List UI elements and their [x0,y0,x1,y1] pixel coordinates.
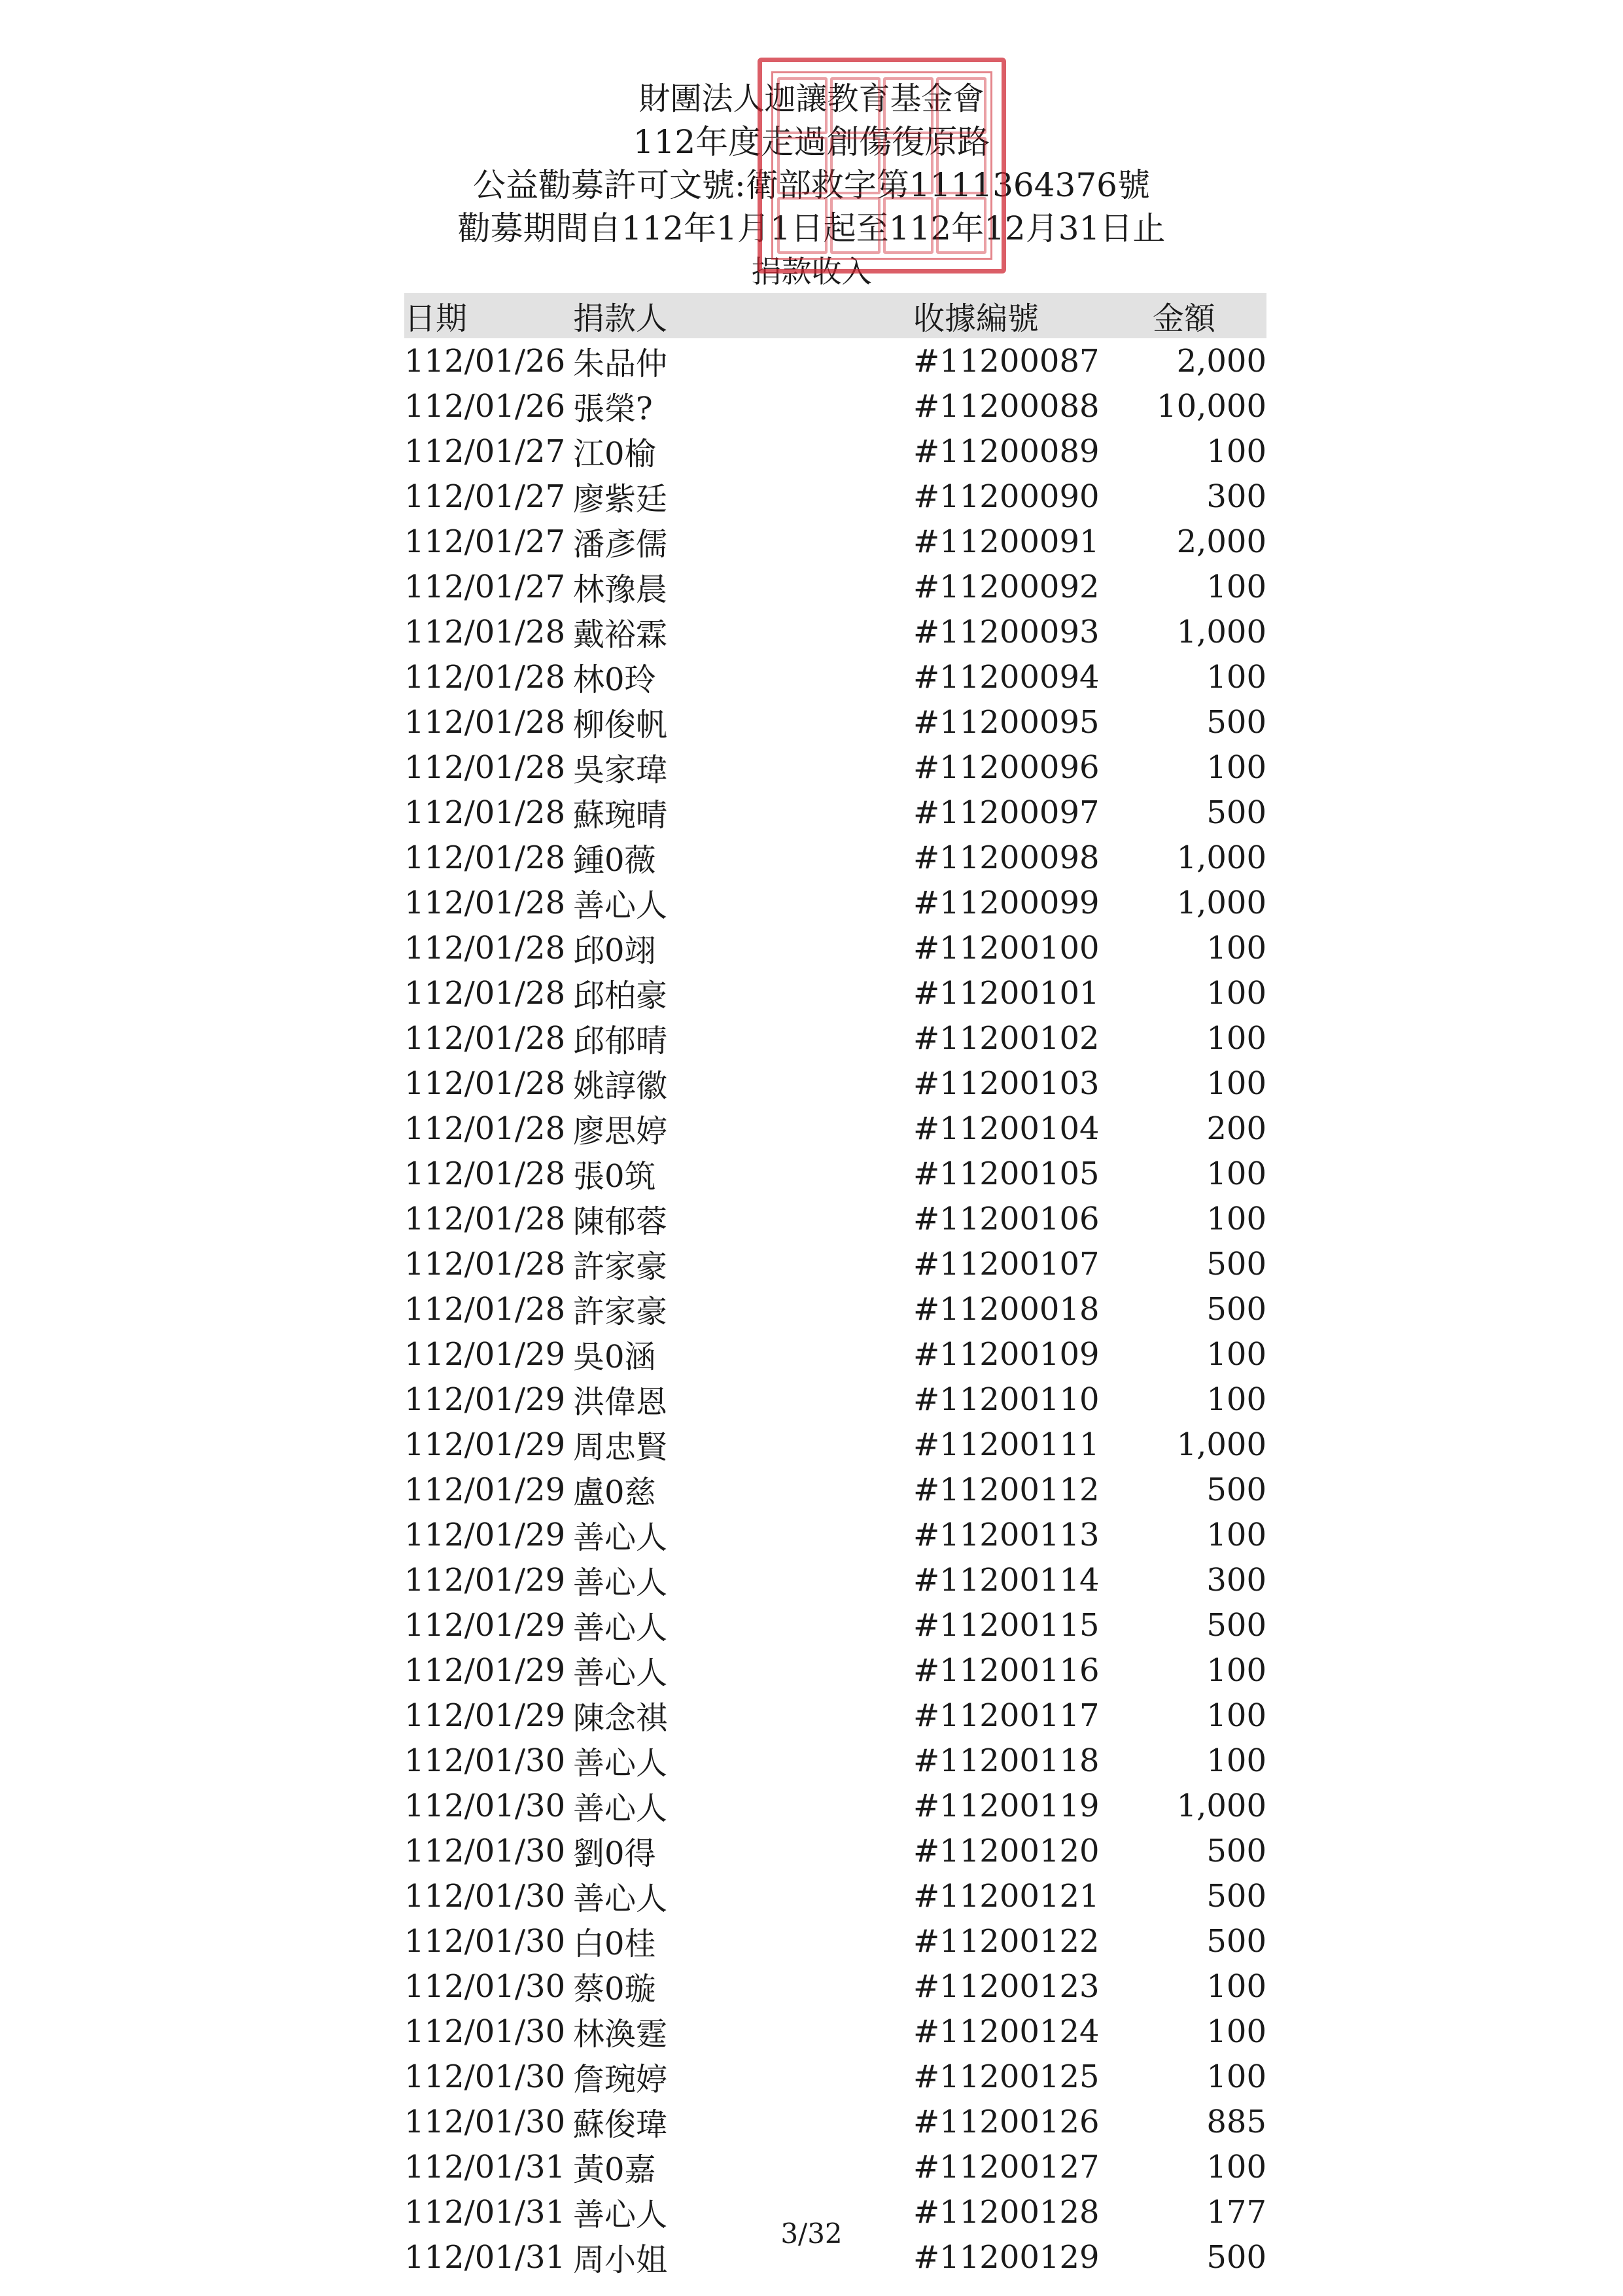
donation-amount: 200 [1206,1110,1266,1147]
donor-name: 許家豪 [573,1248,668,1285]
donor-name: 善心人 [573,1610,668,1646]
table-row [404,564,1266,609]
table-row [404,519,1266,564]
table-row [404,1602,1266,1648]
donation-date: 112/01/29 [404,1335,566,1373]
donation-date: 112/01/29 [404,1606,566,1644]
donation-date: 112/01/29 [404,1697,566,1734]
donation-date: 112/01/28 [404,1245,566,1282]
table-row [404,338,1266,383]
receipt-number: #11200100 [913,929,1100,966]
table-row [404,1648,1266,1693]
donation-date: 112/01/31 [404,2238,566,2276]
table-row [404,654,1266,699]
receipt-number: #11200018 [913,1290,1100,1328]
donor-name: 張0筑 [573,1158,656,1195]
table-row [404,1512,1266,1557]
donor-name: 柳俊帆 [573,707,668,743]
donation-date: 112/01/26 [404,342,566,380]
table-row [404,1241,1266,1286]
table-row [404,835,1266,880]
donation-amount: 1,000 [1176,839,1266,876]
donation-date: 112/01/28 [404,974,566,1012]
table-row [404,1557,1266,1602]
receipt-number: #11200117 [913,1697,1100,1734]
receipt-number: #11200128 [913,2193,1100,2231]
donor-name: 白0桂 [573,1926,656,1962]
table-row [404,2144,1266,2189]
donation-amount: 500 [1206,1922,1266,1960]
donor-name: 善心人 [573,1745,668,1782]
donor-name: 鍾0薇 [573,842,656,879]
donation-date: 112/01/28 [404,1200,566,1237]
table-row [404,383,1266,429]
receipt-number: #11200096 [913,749,1100,786]
receipt-number: #11200122 [913,1922,1100,1960]
donation-amount: 300 [1206,1561,1266,1598]
table-row [404,745,1266,790]
donor-name: 善心人 [573,1519,668,1556]
receipt-number: #11200121 [913,1877,1100,1915]
donation-date: 112/01/28 [404,1290,566,1328]
table-row [404,609,1266,654]
donation-amount: 100 [1206,1742,1266,1779]
table-row [404,790,1266,835]
donor-name: 善心人 [573,887,668,924]
donation-date: 112/01/30 [404,2103,566,2140]
donation-date: 112/01/30 [404,1922,566,1960]
table-row [404,880,1266,925]
donor-name: 善心人 [573,1881,668,1917]
receipt-number: #11200115 [913,1606,1100,1644]
donation-date: 112/01/30 [404,1968,566,2005]
donation-amount: 100 [1206,2148,1266,2185]
receipt-number: #11200113 [913,1516,1100,1553]
table-row [404,1196,1266,1241]
donation-amount: 500 [1206,1832,1266,1869]
donation-date: 112/01/31 [404,2193,566,2231]
donation-date: 112/01/29 [404,1516,566,1553]
donation-amount: 100 [1206,1200,1266,1237]
donor-name: 張榮? [573,391,653,427]
donation-date: 112/01/27 [404,568,566,605]
donation-amount: 1,000 [1176,613,1266,650]
donation-date: 112/01/27 [404,478,566,515]
donation-amount: 100 [1206,1651,1266,1689]
donation-amount: 2,000 [1176,523,1266,560]
donation-amount: 100 [1206,658,1266,696]
table-header-row [404,293,1266,338]
receipt-number: #11200090 [913,478,1100,515]
donor-name: 陳念祺 [573,1700,668,1737]
table-row [404,1693,1266,1738]
donation-amount: 100 [1206,1381,1266,1418]
donation-amount: 177 [1206,2193,1266,2231]
receipt-number: #11200098 [913,839,1100,876]
donation-amount: 100 [1206,749,1266,786]
donation-date: 112/01/28 [404,1155,566,1192]
donation-amount: 100 [1206,1516,1266,1553]
donation-date: 112/01/30 [404,2013,566,2050]
donor-name: 蔡0璇 [573,1971,656,2007]
donor-name: 林渙霆 [573,2016,668,2053]
table-body [404,338,1266,2280]
donor-name: 善心人 [573,1564,668,1601]
donation-amount: 100 [1206,1155,1266,1192]
receipt-number: #11200107 [913,1245,1100,1282]
column-header-amount: 金額 [1153,300,1216,337]
receipt-number: #11200095 [913,703,1100,741]
receipt-number: #11200088 [913,387,1100,425]
receipt-number: #11200120 [913,1832,1100,1869]
donation-amount: 100 [1206,974,1266,1012]
table-row [404,1016,1266,1061]
table-row [404,474,1266,519]
donor-name: 林豫晨 [573,571,668,608]
table-row [404,1106,1266,1151]
donation-amount: 500 [1206,2238,1266,2276]
donor-name: 戴裕霖 [573,616,668,653]
donor-name: 盧0慈 [573,1474,656,1511]
donation-date: 112/01/30 [404,2058,566,2095]
donor-name: 善心人 [573,1790,668,1827]
donation-amount: 500 [1206,1245,1266,1282]
donation-date: 112/01/28 [404,613,566,650]
donation-amount: 885 [1206,2103,1266,2140]
donor-name: 劉0得 [573,1835,656,1872]
donation-date: 112/01/28 [404,929,566,966]
donor-name: 潘彥儒 [573,526,668,563]
campaign-title: 112年度走過創傷復原路 [633,123,990,161]
receipt-number: #11200111 [913,1426,1100,1463]
receipt-number: #11200119 [913,1787,1100,1824]
receipt-number: #11200126 [913,2103,1100,2140]
table-row [404,1873,1266,1918]
donor-name: 蘇俊瑋 [573,2106,668,2143]
table-row [404,1061,1266,1106]
donor-name: 周忠賢 [573,1429,668,1466]
donation-amount: 500 [1206,1290,1266,1328]
donation-amount: 1,000 [1176,1426,1266,1463]
donor-name: 林0玲 [573,662,656,698]
donation-date: 112/01/28 [404,794,566,831]
fundraising-period: 勸募期間自112年1月1日起至112年12月31日止 [457,209,1166,247]
donation-amount: 100 [1206,2058,1266,2095]
table-row [404,1422,1266,1467]
donation-amount: 1,000 [1176,1787,1266,1824]
donation-date: 112/01/30 [404,1832,566,1869]
receipt-number: #11200109 [913,1335,1100,1373]
receipt-number: #11200105 [913,1155,1100,1192]
receipt-number: #11200099 [913,884,1100,921]
receipt-number: #11200089 [913,433,1100,470]
receipt-number: #11200101 [913,974,1100,1012]
foundation-name: 財團法人迦讓教育基金會 [638,80,985,117]
donor-name: 姚諄徽 [573,1068,668,1104]
table-row [404,1377,1266,1422]
donor-name: 善心人 [573,2197,668,2233]
donation-date: 112/01/28 [404,884,566,921]
receipt-number: #11200091 [913,523,1100,560]
donation-date: 112/01/31 [404,2148,566,2185]
receipt-number: #11200097 [913,794,1100,831]
section-title: 捐款收入 [751,254,872,289]
donation-date: 112/01/28 [404,1019,566,1057]
donor-name: 許家豪 [573,1294,668,1330]
donation-date: 112/01/28 [404,749,566,786]
donation-date: 112/01/28 [404,1110,566,1147]
donor-name: 洪偉恩 [573,1384,668,1421]
donor-name: 黃0嘉 [573,2151,656,2188]
receipt-number: #11200106 [913,1200,1100,1237]
donor-name: 江0榆 [573,436,656,472]
column-header-receipt: 收據編號 [913,300,1039,337]
document-header [0,77,1623,293]
table-row [404,1964,1266,2009]
table-row [404,925,1266,970]
receipt-number: #11200102 [913,1019,1100,1057]
donation-date: 112/01/30 [404,1877,566,1915]
donation-table [404,293,1266,2280]
receipt-number: #11200104 [913,1110,1100,1147]
receipt-number: #11200123 [913,1968,1100,2005]
receipt-number: #11200092 [913,568,1100,605]
receipt-number: #11200093 [913,613,1100,650]
donation-date: 112/01/29 [404,1651,566,1689]
donation-date: 112/01/28 [404,1065,566,1102]
donor-name: 陳郁蓉 [573,1203,668,1240]
receipt-number: #11200114 [913,1561,1100,1598]
donation-amount: 100 [1206,1335,1266,1373]
donation-date: 112/01/26 [404,387,566,425]
donation-amount: 100 [1206,1019,1266,1057]
donor-name: 廖思婷 [573,1113,668,1150]
donor-name: 邱0翊 [573,932,656,969]
page-number: 3/32 [780,2217,843,2250]
table-row [404,1828,1266,1873]
donation-amount: 100 [1206,1968,1266,2005]
table-row [404,1286,1266,1332]
donation-date: 112/01/27 [404,523,566,560]
donor-name: 善心人 [573,1655,668,1691]
table-row [404,2054,1266,2099]
table-row [404,970,1266,1016]
donation-date: 112/01/30 [404,1787,566,1824]
donation-amount: 10,000 [1157,387,1266,425]
receipt-number: #11200103 [913,1065,1100,1102]
table-row [404,2099,1266,2144]
table-row [404,2009,1266,2054]
donation-date: 112/01/28 [404,839,566,876]
donation-date: 112/01/27 [404,433,566,470]
donor-name: 邱郁晴 [573,1023,668,1059]
donation-amount: 100 [1206,1065,1266,1102]
donation-amount: 100 [1206,433,1266,470]
donor-name: 周小姐 [573,2242,668,2278]
donation-amount: 500 [1206,1471,1266,1508]
donation-date: 112/01/29 [404,1471,566,1508]
table-row [404,699,1266,745]
donor-name: 朱品仲 [573,345,668,382]
donor-name: 邱柏豪 [573,978,668,1014]
permit-number: 公益勸募許可文號:衛部救字第1111364376號 [473,166,1150,204]
column-header-donor: 捐款人 [573,300,668,337]
receipt-number: #11200110 [913,1381,1100,1418]
table-row [404,1738,1266,1783]
donor-name: 吳0涵 [573,1339,656,1375]
donation-amount: 100 [1206,2013,1266,2050]
table-row [404,1151,1266,1196]
donation-amount: 500 [1206,794,1266,831]
receipt-number: #11200094 [913,658,1100,696]
donor-name: 詹琬婷 [573,2061,668,2098]
donor-name: 吳家瑋 [573,752,668,788]
donation-amount: 100 [1206,929,1266,966]
donation-amount: 500 [1206,1877,1266,1915]
donation-date: 112/01/28 [404,658,566,696]
donation-amount: 100 [1206,1697,1266,1734]
donation-amount: 1,000 [1176,884,1266,921]
receipt-number: #11200127 [913,2148,1100,2185]
donation-date: 112/01/29 [404,1561,566,1598]
donation-amount: 100 [1206,568,1266,605]
donation-date: 112/01/29 [404,1426,566,1463]
donation-amount: 500 [1206,1606,1266,1644]
receipt-number: #11200116 [913,1651,1100,1689]
receipt-number: #11200124 [913,2013,1100,2050]
receipt-number: #11200118 [913,1742,1100,1779]
table-row [404,1332,1266,1377]
donation-amount: 500 [1206,703,1266,741]
donation-date: 112/01/29 [404,1381,566,1418]
donation-date: 112/01/30 [404,1742,566,1779]
donor-name: 廖紫廷 [573,481,668,518]
receipt-number: #11200129 [913,2238,1100,2276]
donation-date: 112/01/28 [404,703,566,741]
receipt-number: #11200087 [913,342,1100,380]
table-row [404,1467,1266,1512]
table-row [404,429,1266,474]
donation-amount: 300 [1206,478,1266,515]
donor-name: 蘇琬晴 [573,797,668,834]
donation-amount: 2,000 [1176,342,1266,380]
receipt-number: #11200125 [913,2058,1100,2095]
receipt-number: #11200112 [913,1471,1100,1508]
table-row [404,1918,1266,1964]
table-row [404,1783,1266,1828]
column-header-date: 日期 [404,300,468,337]
